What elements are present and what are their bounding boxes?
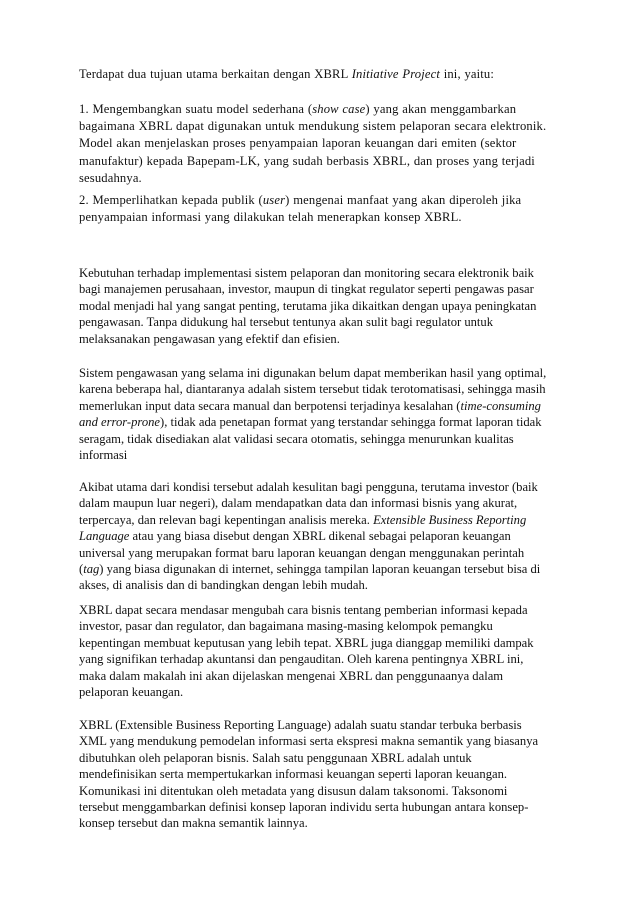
paragraph-kebutuhan <box>79 265 547 347</box>
paragraph-sistem-pengawasan <box>79 365 547 463</box>
goal-2-paragraph <box>79 192 547 226</box>
paragraph-sistem-italic: time-consuming and error-prone <box>79 398 541 430</box>
paragraph-sistem-text-end: ), tidak ada penetapan format yang terstandar sehingga format laporan tidak seragam, tidak disediakan alat validasi secara otomatis, sehingga menurunkan kualitas informasi <box>79 415 542 463</box>
goal-2-text: 2. Memperlihatkan kepada publik ( <box>79 193 263 207</box>
paragraph-akibat-text-end: ) yang biasa digunakan di internet, sehingga tampilan laporan keuangan tersebut bisa di akses, di analisis dan di bandingkan dengan lebih mudah. <box>79 562 541 593</box>
intro-text-end: ini, yaitu: <box>440 67 495 81</box>
paragraph-akibat-italic-tag: tag <box>83 562 100 577</box>
paragraph-xbrl-definisi <box>79 717 547 832</box>
goal-2-text-end: ) mengenai manfaat yang akan diperoleh jika penyampaian informasi yang dilakukan telah menerapkan konsep XBRL. <box>79 193 522 225</box>
intro-text: Terdapat dua tujuan utama berkaitan dengan XBRL <box>79 67 352 81</box>
goal-1-text: 1. Mengembangkan suatu model sederhana ( <box>79 102 313 116</box>
paragraph-akibat-text: Akibat utama dari kondisi tersebut adalah kesulitan bagi pengguna, terutama investor (baik dalam maupun luar negeri), dalam mendapatkan data dan informasi bisnis yang akurat, terpercaya, dan relevan bagi kepentingan analisis mereka. <box>79 480 538 527</box>
paragraph-xbrl-definisi-text: XBRL (Extensible Business Reporting Language) adalah suatu standar terbuka berbasis XML yang mendukung pemodelan informasi serta ekspresi makna semantik yang biasanya dibutuhkan oleh pelaporan bisnis. Salah satu penggunaan XBRL adalah untuk mendefinisikan serta mempertukarkan informasi keuangan seperti laporan keuangan. Komunikasi ini ditentukan oleh metadata yang disusun dalam taksonomi. Taksonomi tersebut menggambarkan definisi konsep laporan individu serta hubungan antara konsep-konsep tersebut dan makna semantik lainnya. <box>79 718 539 831</box>
paragraph-kebutuhan-text: Kebutuhan terhadap implementasi sistem pelaporan dan monitoring secara elektronik baik bagi manajemen perusahaan, investor, maupun di tingkat regulator seperti pengawas pasar modal menjadi hal yang sangat penting, terutama jika dikaitkan dengan upaya peningkatan pengawasan. Tanpa didukung hal tersebut tentunya akan sulit bagi regulator untuk melaksanakan pengawasan yang efektif dan efisien. <box>79 266 537 346</box>
goal-1-text-end: ) yang akan menggambarkan bagaimana XBRL dapat digunakan untuk mendukung sistem pelaporan secara elektronik. Model akan menjelaskan proses penyampaian laporan keuangan dari emiten (sektor manufaktur) kepada Bapepam-LK, yang sudah berbasis XBRL, dan proses yang terjadi sesudahnya. <box>79 102 547 185</box>
goal-1-paragraph <box>79 101 547 187</box>
paragraph-xbrl-mengubah-text: XBRL dapat secara mendasar mengubah cara bisnis tentang pemberian informasi kepada investor, pasar dan regulator, dan bagaimana masing-masing kelompok pemangku kepentingan membuat keputusan yang lebih tepat. XBRL juga dianggap memiliki dampak yang signifikan terhadap akuntansi dan pengauditan. Oleh karena pentingnya XBRL ini, maka dalam makalah ini akan dijelaskan mengenai XBRL dan penggunaanya dalam pelaporan keuangan. <box>79 603 534 700</box>
paragraph-akibat-text-mid: atau yang biasa disebut dengan XBRL dikenal sebagai pelaporan keuangan universal yang merupakan format baru laporan keuangan dengan menggunakan perintah ( <box>79 529 525 577</box>
goal-2-italic: user <box>262 193 286 207</box>
paragraph-sistem-text: Sistem pengawasan yang selama ini digunakan belum dapat memberikan hasil yang optimal, karena beberapa hal, diantaranya adalah sistem tersebut tidak terotomatisasi, sehingga masih memerlukan input data secara manual dan berpotensi terjadinya kesalahan ( <box>79 366 547 413</box>
paragraph-xbrl-mengubah <box>79 602 547 700</box>
intro-paragraph <box>79 66 547 82</box>
goal-1-italic: show case <box>312 102 366 116</box>
paragraph-akibat-italic: Extensible Business Reporting Language <box>79 512 527 544</box>
intro-italic: Initiative Project <box>351 67 440 81</box>
paragraph-akibat-utama <box>79 479 547 594</box>
